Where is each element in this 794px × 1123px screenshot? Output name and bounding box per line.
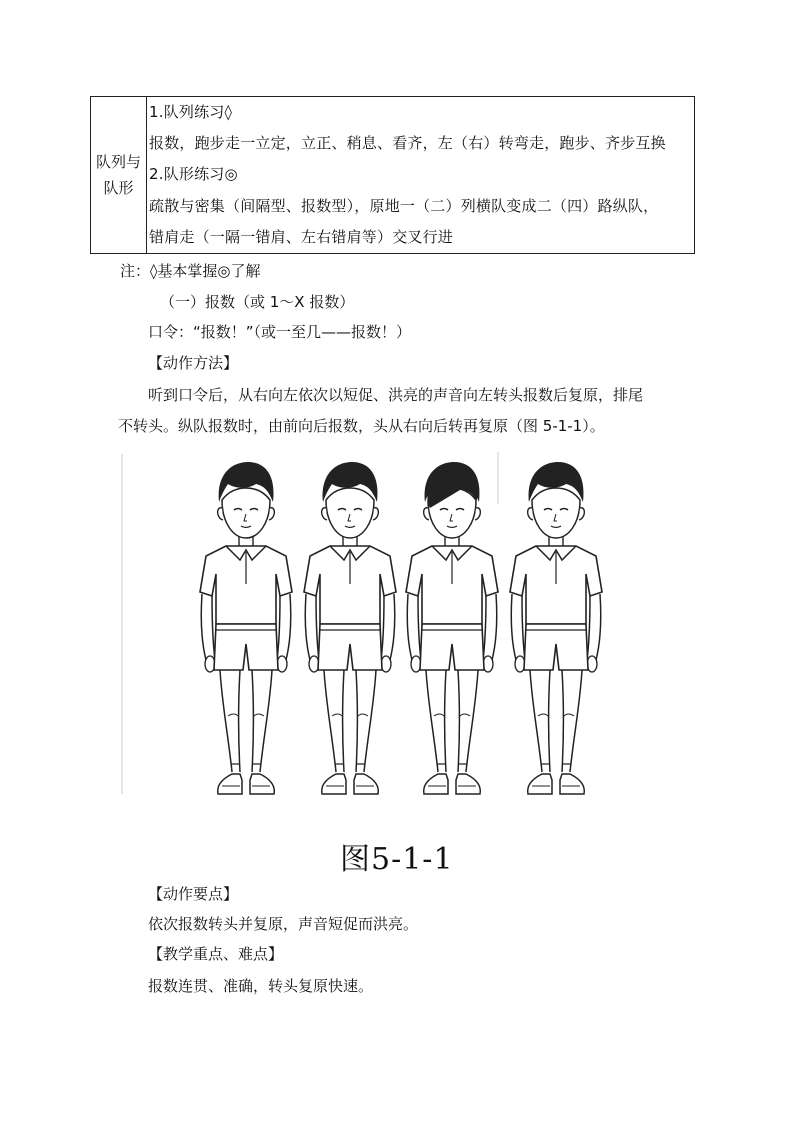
category-label-line2: 队形 <box>103 179 134 197</box>
training-content-table <box>90 96 695 254</box>
category-label-line1: 队列与 <box>95 153 141 171</box>
legend-note: 注：◊基本掌握◎了解 <box>120 262 261 280</box>
section-title: （一）报数（或 1～X 报数） <box>160 293 355 311</box>
table-category-cell <box>91 97 147 253</box>
keypoints-heading: 【动作要点】 <box>148 885 239 903</box>
table-line-formation-heading: 2.队形练习◎ <box>149 165 238 184</box>
table-line-drill-items: 报数，跑步走一立定，立正、稍息、看齐，左（右）转弯走，跑步、齐步互换 <box>149 134 666 153</box>
figure-counting-off-illustration <box>118 444 618 814</box>
table-content-cell <box>147 97 694 253</box>
table-line-formation-items-1: 疏散与密集（间隔型、报数型），原地一（二）列横队变成二（四）路纵队， <box>149 196 659 215</box>
figure-caption: 图5-1-1 <box>340 842 454 877</box>
command-text: 口令：“报数！”（或一至几——报数！） <box>148 323 412 341</box>
table-line-drill-heading: 1.队列练习◊ <box>149 103 233 121</box>
method-text-line1: 听到口令后，从右向左依次以短促、洪亮的声音向左转头报数后复原，排尾 <box>148 386 644 404</box>
method-text-line2: 不转头。纵队报数时，由前向后报数，头从右向后转再复原（图 5-1-1）。 <box>118 417 605 435</box>
table-line-formation-items-2: 错肩走（一隔一错肩、左右错肩等）交叉行进 <box>149 227 454 246</box>
method-heading: 【动作方法】 <box>148 354 239 372</box>
difficulty-heading: 【教学重点、难点】 <box>148 945 284 963</box>
keypoints-text: 依次报数转头并复原，声音短促而洪亮。 <box>148 915 419 933</box>
difficulty-text: 报数连贯、准确，转头复原快速。 <box>148 977 374 995</box>
